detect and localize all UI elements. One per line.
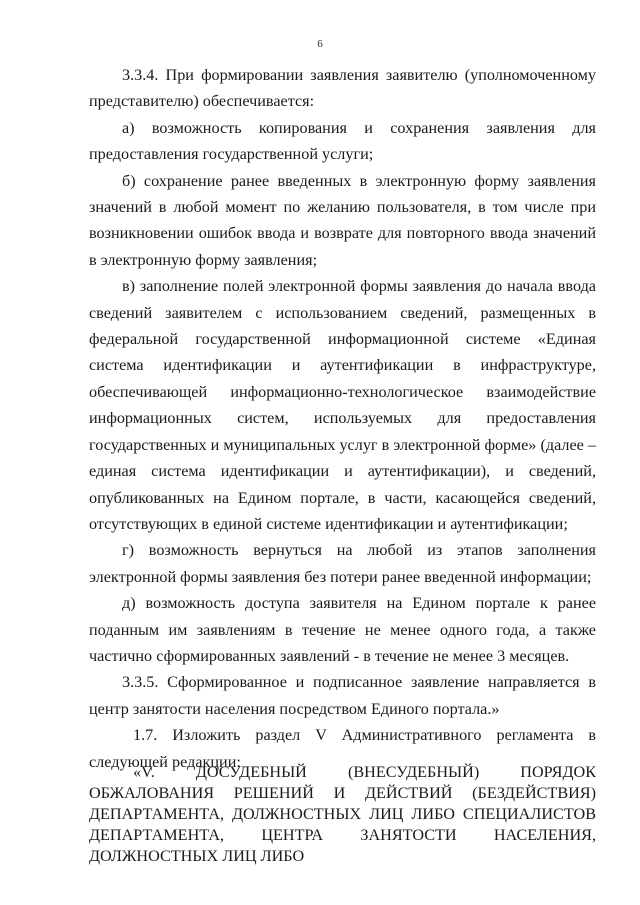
list-item-d: д) возможность доступа заявителя на Едином портале к ранее поданным им заявлениям в течение не менее одного года, а также частично сформированных заявлений - в течение не менее 3 месяцев. bbox=[89, 594, 596, 665]
document-body bbox=[89, 62, 596, 775]
list-item-a: а) возможность копирования и сохранения заявления для предоставления государственной услуги; bbox=[89, 118, 596, 164]
list-item-v: в) заполнение полей электронной формы заявления до начала ввода сведений заявителем с использованием сведений, размещенных в федеральной государственной информационной системе «Единая система идентификации и аутентификации в инфраструктуре, обеспечивающей информационно-технологическое взаимодействие информационных систем, используемых для предоставления государственных и муниципальных услуг в электронной форме» (далее – единая система идентификации и аутентификации), и сведений, опубликованных на Едином портале, в части, касающейся сведений, отсутствующих в единой системе идентификации и аутентификации; bbox=[89, 277, 596, 533]
page-number: 6 bbox=[317, 38, 323, 50]
section-title: «V. ДОСУДЕБНЫЙ (ВНЕСУДЕБНЫЙ) ПОРЯДОК ОБЖАЛОВАНИЯ РЕШЕНИЙ И ДЕЙСТВИЙ (БЕЗДЕЙСТВИЯ) ДЕПАРТАМЕНТА, ДОЛЖНОСТНЫХ ЛИЦ ЛИБО СПЕЦИАЛИСТОВ ДЕПАРТАМЕНТА, ЦЕНТРА ЗАНЯТОСТИ НАСЕЛЕНИЯ, ДОЛЖНОСТНЫХ ЛИЦ ЛИБО bbox=[89, 763, 596, 865]
paragraph-3-3-5: 3.3.5. Сформированное и подписанное заявление направляется в центр занятости населения посредством Единого портала.» bbox=[89, 673, 596, 718]
paragraph-1-7: 1.7. Изложить раздел V Административного регламента в следующей редакции: bbox=[89, 726, 596, 771]
list-item-g: г) возможность вернуться на любой из этапов заполнения электронной формы заявления без потери ранее введенной информации; bbox=[89, 541, 596, 586]
list-item-b: б) сохранение ранее введенных в электронную форму заявления значений в любой момент по желанию пользователя, в том числе при возникновении ошибок ввода и возврате для повторного ввода значений в электронную форму заявления; bbox=[89, 171, 596, 269]
paragraph-3-3-4: 3.3.4. При формировании заявления заявителю (уполномоченному представителю) обеспечивается: bbox=[89, 66, 596, 111]
